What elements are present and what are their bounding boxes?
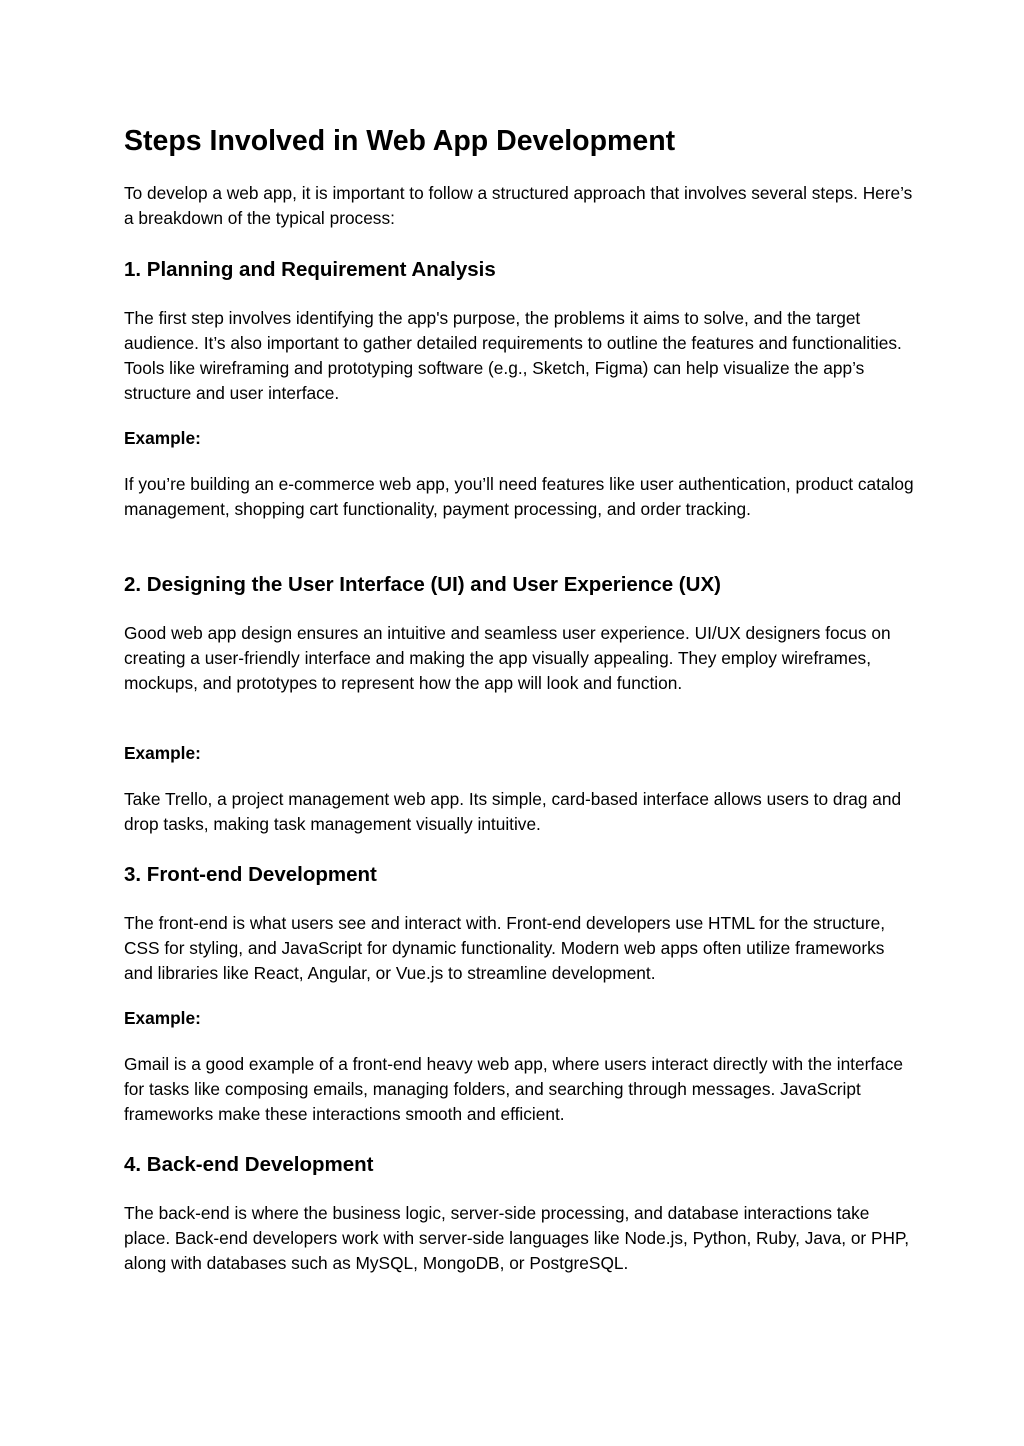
section-body-backend: The back-end is where the business logic, server-side processing, and database interactions take place. Back-end developers work with server-side languages like Node.js, Python, Ruby, Java, or PHP, along with databases such as MySQL, MongoDB, or PostgreSQL. (124, 1203, 910, 1273)
section-body-frontend: The front-end is what users see and interact with. Front-end developers use HTML for the structure, CSS for styling, and JavaScript for dynamic functionality. Modern web apps often utilize frameworks and libraries like React, Angular, or Vue.js to streamline development. (124, 913, 886, 983)
example-text-design: Take Trello, a project management web app. Its simple, card-based interface allows users to drag and drop tasks, making task management visually intuitive. (124, 789, 902, 834)
example-label-design: Example: (124, 743, 201, 763)
intro-paragraph: To develop a web app, it is important to follow a structured approach that involves several steps. Here’s a breakdown of the typical process: (124, 183, 913, 228)
page-title: Steps Involved in Web App Development (124, 125, 676, 157)
section-heading-frontend: 3. Front-end Development (124, 863, 377, 886)
example-label-planning: Example: (124, 428, 201, 448)
example-text-planning: If you’re building an e-commerce web app, you’ll need features like user authentication, product catalog management, shopping cart functionality, payment processing, and order tracking. (124, 474, 914, 519)
example-text-frontend: Gmail is a good example of a front-end heavy web app, where users interact directly with the interface for tasks like composing emails, managing folders, and searching through messages. JavaScript frameworks make these interactions smooth and efficient. (124, 1054, 904, 1124)
section-body-design: Good web app design ensures an intuitive and seamless user experience. UI/UX designers focus on creating a user-friendly interface and making the app visually appealing. They employ wireframes, mockups, and prototypes to represent how the app will look and function. (124, 623, 891, 693)
section-heading-planning: 1. Planning and Requirement Analysis (124, 258, 496, 281)
section-body-planning: The first step involves identifying the app's purpose, the problems it aims to solve, and the target audience. It’s also important to gather detailed requirements to outline the features and functionalities. Tools like wireframing and prototyping software (e.g., Sketch, Figma) can help visualize the app’s structure and user interface. (124, 308, 902, 403)
section-heading-backend: 4. Back-end Development (124, 1153, 374, 1176)
section-heading-design: 2. Designing the User Interface (UI) and User Experience (UX) (124, 573, 721, 596)
example-label-frontend: Example: (124, 1008, 201, 1028)
